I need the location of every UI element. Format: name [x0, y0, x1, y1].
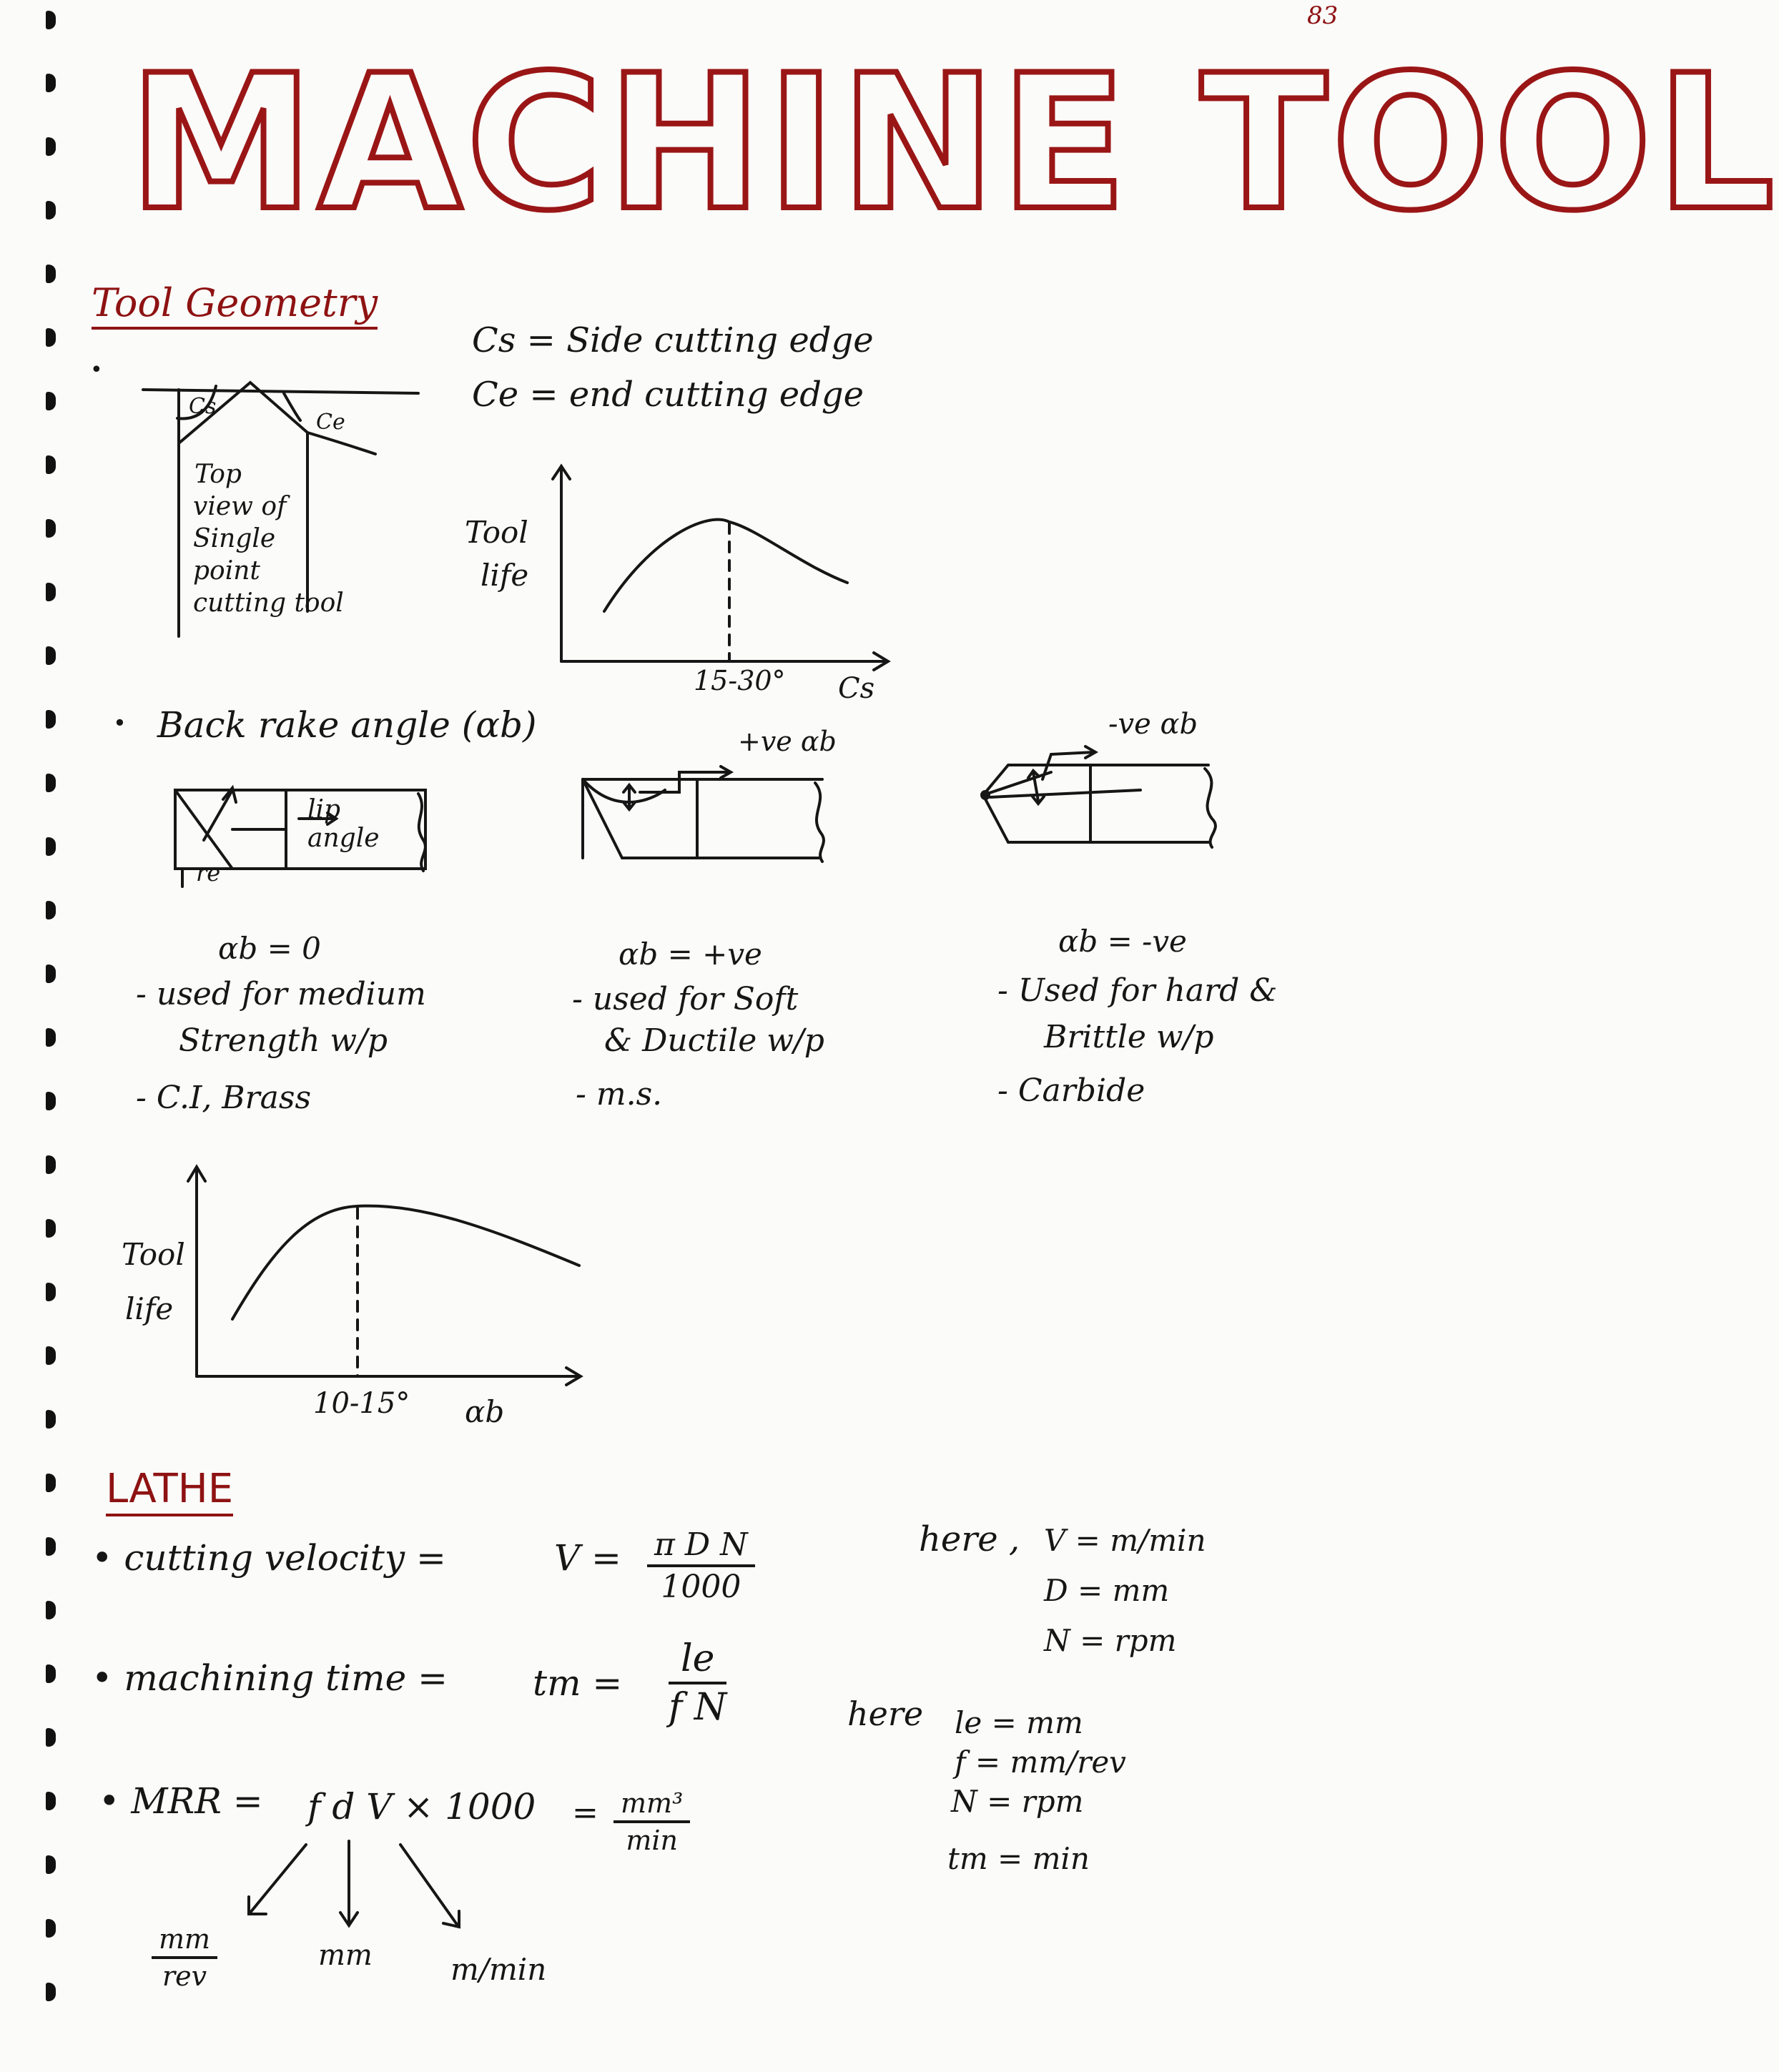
col2-head: αb = +ve [619, 937, 762, 972]
caption-line: cutting tool [193, 588, 344, 618]
label-ce: Ce [316, 410, 345, 435]
mrr-unit-numerator: mm³ [613, 1787, 690, 1823]
graph1-ylabel: Tool [465, 515, 528, 550]
legend-cs: Cs = Side cutting edge [472, 320, 874, 360]
caption-line: view of [193, 492, 287, 521]
binding-mark [46, 901, 56, 919]
binding-mark [46, 1155, 56, 1174]
mrr-d-unit: mm [318, 1939, 373, 1972]
lip-angle-label: lip [307, 795, 341, 824]
binding-mark [46, 74, 56, 92]
binding-mark [46, 265, 56, 283]
graph2-ylabel: life [125, 1291, 174, 1326]
mrr-unit-denominator: min [626, 1825, 678, 1856]
binding-mark [46, 137, 56, 156]
mrr-equals: = [572, 1795, 598, 1831]
binding-mark [46, 1983, 56, 2001]
binding-mark [46, 965, 56, 983]
binding-mark [46, 1346, 56, 1365]
binding-mark [46, 201, 56, 219]
binding-mark [46, 583, 56, 601]
binding-mark [46, 1537, 56, 1556]
unit-le: le = mm [955, 1705, 1083, 1740]
graph2-xlabel: αb [465, 1394, 505, 1429]
machining-time-denominator: f N [669, 1686, 727, 1729]
single-point-tool-diagram [136, 365, 429, 651]
mrr-unit-fraction [613, 1787, 690, 1856]
unit-v: V = m/min [1044, 1523, 1206, 1558]
mrr-unit-arrows [229, 1834, 501, 1941]
binding-mark [46, 1474, 56, 1492]
graph2-ylabel: Tool [122, 1237, 185, 1272]
binding-mark [46, 1919, 56, 1938]
bullet-dot: • [90, 357, 103, 383]
binding-mark [46, 328, 56, 347]
col3-line1: - Used for hard & [997, 972, 1278, 1009]
binding-mark [46, 392, 56, 410]
graph1-ylabel: life [481, 558, 529, 593]
caption-line: Top [194, 460, 242, 489]
binding-mark [46, 1664, 56, 1683]
unit-f: f = mm/rev [955, 1745, 1126, 1780]
col1-head: αb = 0 [218, 931, 321, 966]
negative-rake-tool-diagram [958, 729, 1258, 872]
mrr-f-unit-numerator: mm [152, 1923, 217, 1959]
graph2-peak-label: 10-15° [313, 1387, 410, 1420]
section-heading-back-rake: Back rake angle (αb) [157, 704, 537, 746]
binding-mark [46, 1855, 56, 1874]
mrr-label: • MRR = [99, 1780, 263, 1822]
col1-line3: - C.I, Brass [136, 1080, 312, 1116]
page-title: MACHINE TOOL [129, 36, 1779, 252]
mrr-expression: f d V × 1000 [307, 1786, 536, 1827]
machining-time-here: here [847, 1694, 924, 1733]
cutting-velocity-here: here , [919, 1519, 1020, 1559]
section-heading-tool-geometry: Tool Geometry [92, 280, 378, 330]
label-cs: Cs [189, 394, 217, 419]
binding-mark [46, 1028, 56, 1047]
binding-mark [46, 519, 56, 538]
col1-line1: - used for medium [136, 976, 426, 1012]
graph-tool-life-cs [543, 458, 901, 672]
page-number: 83 [1307, 1, 1339, 30]
col2-line2: & Ductile w/p [604, 1022, 824, 1059]
binding-mark [46, 1219, 56, 1238]
binding-mark [46, 1792, 56, 1810]
section-heading-lathe: LATHE [106, 1466, 233, 1516]
col3-head: αb = -ve [1058, 924, 1187, 959]
graph-tool-life-back-rake [179, 1158, 593, 1387]
binding-mark [46, 1092, 56, 1110]
unit-tm: tm = min [947, 1841, 1090, 1876]
binding-mark [46, 1728, 56, 1747]
cutting-velocity-lhs: V = [554, 1537, 621, 1579]
mrr-f-unit [152, 1923, 217, 1992]
unit-n-2: N = rpm [951, 1784, 1084, 1819]
unit-n: N = rpm [1044, 1623, 1177, 1658]
bullet-dot: • [113, 709, 127, 736]
unit-d: D = mm [1044, 1573, 1170, 1608]
positive-rake-tool-diagram [572, 736, 844, 894]
cutting-velocity-fraction [647, 1526, 755, 1605]
col2-line3: - m.s. [576, 1076, 663, 1113]
positive-rake-label: +ve αb [738, 726, 837, 757]
machining-time-numerator: le [669, 1637, 726, 1684]
re-label: re [196, 859, 221, 887]
binding-mark [46, 646, 56, 665]
caption-line: Single [193, 524, 276, 553]
binding-mark [46, 837, 56, 856]
binding-mark [46, 11, 56, 29]
mrr-f-unit-denominator: rev [162, 1960, 207, 1992]
binding-mark [46, 1410, 56, 1429]
binding-mark [46, 774, 56, 792]
negative-rake-label: -ve αb [1108, 708, 1198, 741]
machining-time-lhs: tm = [533, 1662, 623, 1704]
graph1-peak-label: 15-30° [694, 665, 786, 696]
col3-line3: - Carbide [997, 1072, 1145, 1109]
legend-ce: Ce = end cutting edge [472, 375, 864, 415]
binding-mark [46, 710, 56, 729]
mrr-v-unit: m/min [450, 1952, 547, 1987]
machining-time-fraction [669, 1637, 726, 1729]
col1-line2: Strength w/p [179, 1022, 388, 1059]
caption-line: point [193, 556, 260, 586]
cutting-velocity-numerator: π D N [647, 1526, 755, 1567]
machining-time-label: • machining time = [92, 1657, 448, 1699]
cutting-velocity-denominator: 1000 [661, 1569, 741, 1605]
col3-line2: Brittle w/p [1044, 1019, 1214, 1055]
lip-angle-label: angle [307, 824, 380, 853]
graph1-xlabel: Cs [838, 672, 875, 705]
binding-mark [46, 1283, 56, 1301]
binding-mark [46, 455, 56, 474]
cutting-velocity-label: • cutting velocity = [92, 1537, 446, 1579]
binding-mark [46, 1601, 56, 1619]
col2-line1: - used for Soft [572, 981, 799, 1017]
